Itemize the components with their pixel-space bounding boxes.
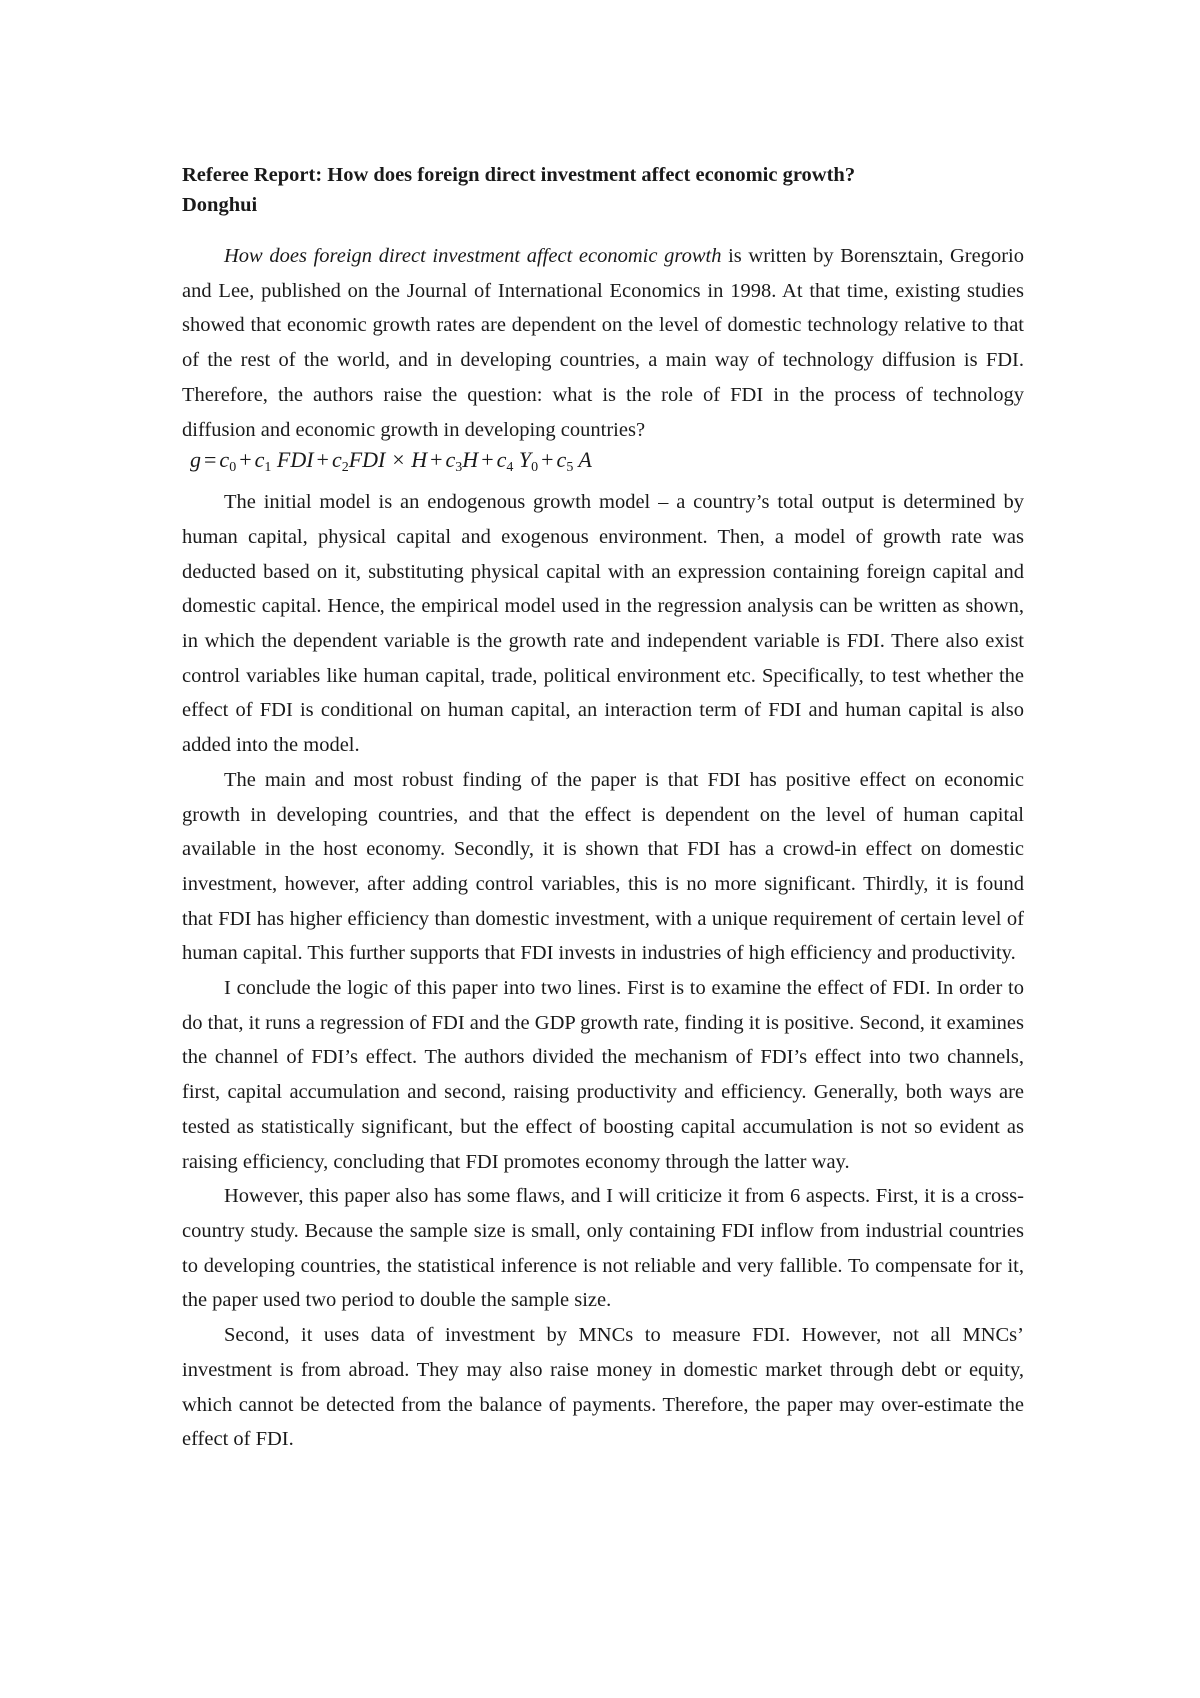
term-3-sub: 3 bbox=[455, 460, 463, 476]
equation-plus: + bbox=[481, 447, 494, 473]
equation-plus: + bbox=[430, 447, 443, 473]
equation-plus: + bbox=[239, 447, 252, 473]
equation-plus: + bbox=[541, 447, 554, 473]
author-name: Donghui bbox=[182, 194, 258, 216]
body-paragraph-measurement: Second, it uses data of investment by MNCs to measure FDI. However, not all MNCs’ investment is from abroad. They may also raise money in domestic market through debt or equity, which cannot be detected from the balance of payments. Therefore, the paper may over-estimate the effect of FDI. bbox=[182, 1324, 1024, 1451]
term-3-coef: c bbox=[445, 447, 456, 473]
term-4-var: Y bbox=[518, 447, 532, 473]
report-title: Referee Report: How does foreign direct investment affect economic growth? bbox=[182, 164, 856, 186]
term-1-coef: c bbox=[254, 447, 265, 473]
term-1-sub: 1 bbox=[264, 460, 272, 476]
document-page bbox=[182, 160, 1024, 1457]
paper-title-italic: How does foreign direct investment affect economic growth bbox=[224, 245, 722, 267]
term-4-var-sub: 0 bbox=[531, 460, 539, 476]
body-paragraph-flaws: However, this paper also has some flaws, and I will criticize it from 6 aspects. First, it is a cross-country study. Because the sample size is small, only containing FDI inflow from industrial countries to developing countries, the statistical inference is not reliable and very fallible. To compensate for it, the paper used two period to double the sample size. bbox=[182, 1185, 1024, 1312]
growth-equation bbox=[190, 445, 1024, 483]
body-paragraph-logic: I conclude the logic of this paper into two lines. First is to examine the effect of FDI. In order to do that, it runs a regression of FDI and the GDP growth rate, finding it is positive. Second, it examines the channel of FDI’s effect. The authors divided the mechanism of FDI’s effect into two channels, first, capital accumulation and second, raising productivity and efficiency. Generally, both ways are tested as statistically significant, but the effect of boosting capital accumulation is not so evident as raising efficiency, concluding that FDI promotes economy through the latter way. bbox=[182, 977, 1024, 1173]
intro-text: is written by Borensztain, Gregorio and Lee, published on the Journal of International Economics in 1998. At that time, existing studies showed that economic growth rates are dependent on the level of domestic technology relative to that of the rest of the world, and in developing countries, a main way of technology diffusion is FDI. Therefore, the authors raise the question: what is the role of FDI in the process of technology diffusion and economic growth in developing countries? bbox=[182, 245, 1024, 441]
term-5-coef: c bbox=[556, 447, 567, 473]
body-paragraph-model: The initial model is an endogenous growth model – a country’s total output is determined by human capital, physical capital and exogenous environment. Then, a model of growth rate was deducted based on it, substituting physical capital with an expression containing foreign capital and domestic capital. Hence, the empirical model used in the regression analysis can be written as shown, in which the dependent variable is the growth rate and independent variable is FDI. There also exist control variables like human capital, trade, political environment etc. Specifically, to test whether the effect of FDI is conditional on human capital, an interaction term of FDI and human capital is also added into the model. bbox=[182, 491, 1024, 757]
term-0-sub: 0 bbox=[229, 460, 237, 476]
body-paragraph-findings: The main and most robust finding of the paper is that FDI has positive effect on economic growth in developing countries, and that the effect is dependent on the level of human capital available in the host economy. Secondly, it is shown that FDI has a crowd-in effect on domestic investment, however, after adding control variables, this is no more significant. Thirdly, it is found that FDI has higher efficiency than domestic investment, with a unique requirement of certain level of human capital. This further supports that FDI invests in industries of high efficiency and productivity. bbox=[182, 768, 1024, 965]
term-0-coef: c bbox=[219, 447, 230, 473]
intro-paragraph bbox=[182, 239, 1024, 447]
term-4-coef: c bbox=[496, 447, 507, 473]
equation-equals: = bbox=[204, 447, 217, 473]
term-2-sub: 2 bbox=[341, 460, 349, 476]
equation-plus: + bbox=[316, 447, 329, 473]
term-2-coef: c bbox=[331, 447, 342, 473]
term-5-sub: 5 bbox=[566, 460, 574, 476]
term-4-sub: 4 bbox=[506, 460, 514, 476]
term-2-var: FDI × H bbox=[348, 447, 428, 473]
term-1-var: FDI bbox=[276, 447, 314, 473]
term-3-var: H bbox=[462, 447, 479, 473]
equation-lhs: g bbox=[190, 447, 201, 473]
term-5-var: A bbox=[578, 447, 592, 473]
